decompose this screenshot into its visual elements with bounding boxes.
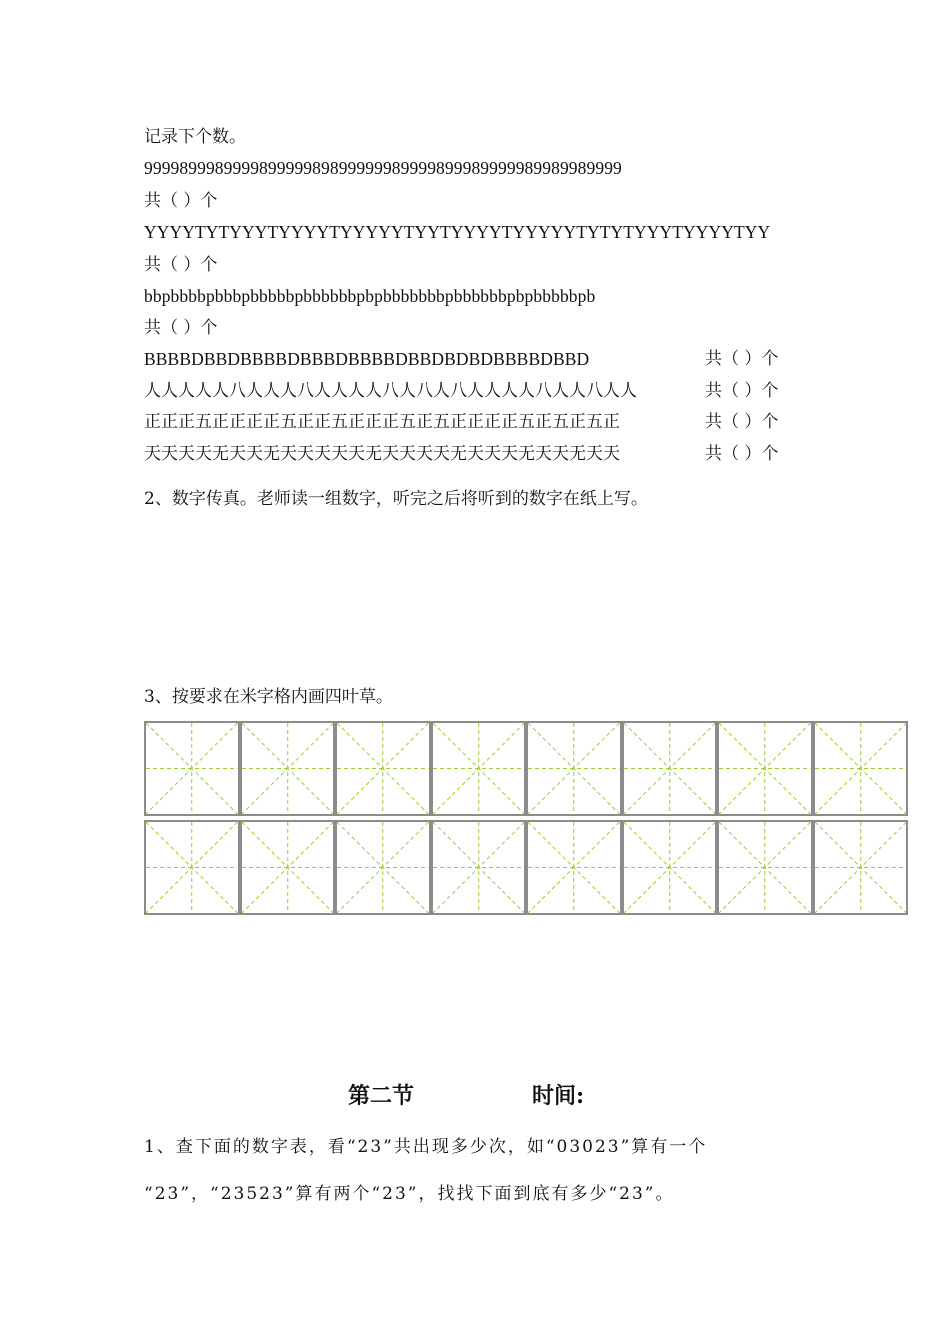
mizige-cell (431, 820, 527, 915)
count-blank-1: 共（ ）个 (144, 191, 218, 211)
mizige-cell (335, 820, 431, 915)
mizige-cell (431, 721, 527, 816)
mizige-cell (813, 820, 909, 915)
mizige-row-2 (144, 820, 908, 915)
part2-title: 第二节 (348, 1083, 415, 1109)
part2-question-line-2: “23”，“23523”算有两个“23”，找找下面到底有多少“23”。 (144, 1184, 675, 1204)
mizige-cell (526, 820, 622, 915)
sequence-line-3: bbpbbbbpbbbpbbbbbpbbbbbbpbpbbbbbbbpbbbbbbpbpbbbbbpb (144, 286, 596, 306)
count-blank-6: 共（ ）个 (705, 412, 779, 432)
count-blank-7: 共（ ）个 (705, 444, 779, 464)
mizige-cell (717, 721, 813, 816)
count-blank-3: 共（ ）个 (144, 318, 218, 338)
mizige-cell (144, 721, 240, 816)
section2-instruction: 2、数字传真。老师读一组数字，听完之后将听到的数字在纸上写。 (144, 489, 648, 509)
time-label: 时间: (532, 1083, 585, 1109)
mizige-cell (622, 820, 718, 915)
sequence-line-4: BBBBDBBDBBBBDBBBDBBBBDBBDBDBDBBBBDBBD (144, 349, 590, 369)
section1-heading: 记录下个数。 (144, 127, 246, 147)
count-blank-2: 共（ ）个 (144, 255, 218, 275)
mizige-cell (240, 721, 336, 816)
mizige-cell (240, 820, 336, 915)
mizige-cell (622, 721, 718, 816)
sequence-line-6: 正正正五正正正正五正正五正正正五正五正正正正五正五正五正 (144, 412, 620, 432)
sequence-line-2: YYYYTYTYYYTYYYYTYYYYYTYYTYYYYTYYYYYTYTYTYYYTYYYYTYY (144, 222, 771, 242)
mizige-cell (717, 820, 813, 915)
section3-instruction: 3、按要求在米字格内画四叶草。 (144, 687, 393, 707)
mizige-cell (335, 721, 431, 816)
sequence-line-7: 天天天天无天天无天天天天天无天天天天无天天天无天天无天天 (144, 444, 620, 464)
mizige-cell (526, 721, 622, 816)
count-blank-4: 共（ ）个 (705, 349, 779, 369)
part2-question-line-1: 1、查下面的数字表，看“23”共出现多少次，如“03023”算有一个 (144, 1137, 708, 1157)
mizige-row-1 (144, 721, 908, 816)
mizige-cell (813, 721, 909, 816)
mizige-cell (144, 820, 240, 915)
sequence-line-1: 999989998999989999989899999989999899989999989989989999 (144, 158, 622, 178)
count-blank-5: 共（ ）个 (705, 381, 779, 401)
sequence-line-5: 人人人人人八人人人八人人人人八人八人八人人人人八人人八人人 (144, 381, 637, 401)
